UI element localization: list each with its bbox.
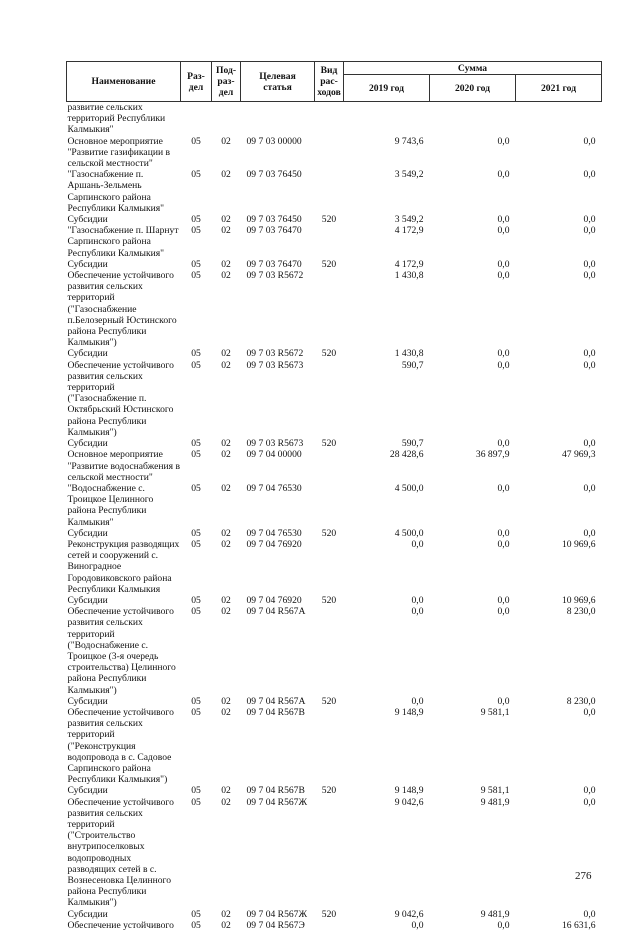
row-sum-2021: 0,0 xyxy=(516,169,602,214)
header-year-2019: 2019 год xyxy=(344,75,430,102)
table-row xyxy=(67,483,602,528)
row-podrazdel: 02 xyxy=(212,707,241,785)
row-sum-2020: 9 581,1 xyxy=(430,707,516,785)
row-sum-2020: 0,0 xyxy=(430,595,516,606)
table-row xyxy=(67,214,602,225)
row-razdel: 05 xyxy=(181,797,212,909)
row-target-item: 09 7 04 R567A xyxy=(241,606,315,696)
header-razdel: Раз- дел xyxy=(181,62,212,102)
row-sum-2020: 0,0 xyxy=(430,225,516,259)
row-name: Основное мероприятие "Развитие водоснабжения в сельской местности" xyxy=(67,449,181,483)
row-target-item: 09 7 04 76920 xyxy=(241,595,315,606)
table-row xyxy=(67,438,602,449)
row-sum-2021: 0,0 xyxy=(516,797,602,909)
row-expense-type: 520 xyxy=(315,785,344,796)
row-podrazdel: 02 xyxy=(212,225,241,259)
table-row xyxy=(67,360,602,438)
header-name: Наименование xyxy=(67,62,181,102)
row-razdel: 05 xyxy=(181,438,212,449)
table-row xyxy=(67,595,602,606)
row-sum-2021: 0,0 xyxy=(516,528,602,539)
row-sum-2020: 0,0 xyxy=(430,606,516,696)
table-row xyxy=(67,707,602,785)
row-expense-type xyxy=(315,920,344,931)
header-target-item: Целевая статья xyxy=(241,62,315,102)
row-expense-type xyxy=(315,797,344,909)
row-sum-2021 xyxy=(516,102,602,136)
table-row xyxy=(67,102,602,136)
row-razdel: 05 xyxy=(181,259,212,270)
page-number: 276 xyxy=(575,870,592,882)
row-target-item: 09 7 03 76450 xyxy=(241,214,315,225)
row-expense-type xyxy=(315,539,344,595)
row-sum-2020: 0,0 xyxy=(430,214,516,225)
row-expense-type xyxy=(315,360,344,438)
row-target-item: 09 7 04 R567A xyxy=(241,696,315,707)
header-sum: Сумма xyxy=(344,62,602,75)
row-target-item: 09 7 03 76450 xyxy=(241,169,315,214)
row-sum-2019: 1 430,8 xyxy=(344,270,430,348)
row-target-item: 09 7 04 R567Э xyxy=(241,920,315,931)
row-razdel: 05 xyxy=(181,136,212,170)
row-target-item: 09 7 04 76920 xyxy=(241,539,315,595)
row-expense-type xyxy=(315,449,344,483)
row-podrazdel: 02 xyxy=(212,595,241,606)
row-sum-2020 xyxy=(430,102,516,136)
row-sum-2019: 1 430,8 xyxy=(344,348,430,359)
row-expense-type: 520 xyxy=(315,696,344,707)
row-podrazdel: 02 xyxy=(212,348,241,359)
row-sum-2019: 4 172,9 xyxy=(344,259,430,270)
row-sum-2021: 0,0 xyxy=(516,707,602,785)
row-name: "Водоснабжение с. Троицкое Целинного района Республики Калмыкия" xyxy=(67,483,181,528)
row-sum-2020: 0,0 xyxy=(430,169,516,214)
row-podrazdel: 02 xyxy=(212,785,241,796)
row-expense-type xyxy=(315,102,344,136)
row-sum-2020: 36 897,9 xyxy=(430,449,516,483)
table-row xyxy=(67,348,602,359)
row-name: развитие сельских территорий Республики Калмыкия" xyxy=(67,102,181,136)
header-year-2021: 2021 год xyxy=(516,75,602,102)
row-razdel: 05 xyxy=(181,169,212,214)
row-sum-2021: 0,0 xyxy=(516,360,602,438)
row-sum-2019: 9 042,6 xyxy=(344,797,430,909)
row-target-item: 09 7 03 00000 xyxy=(241,136,315,170)
row-expense-type xyxy=(315,483,344,528)
table-row xyxy=(67,920,602,931)
row-expense-type: 520 xyxy=(315,348,344,359)
row-name: Обеспечение устойчивого развития сельских территорий ("Реконструкция водопровода в с. Садовое Сарпинского района Республики Калмыкия") xyxy=(67,707,181,785)
row-podrazdel: 02 xyxy=(212,539,241,595)
table-row xyxy=(67,606,602,696)
row-razdel: 05 xyxy=(181,449,212,483)
row-expense-type: 520 xyxy=(315,259,344,270)
row-sum-2019: 9 743,6 xyxy=(344,136,430,170)
row-name: Субсидии xyxy=(67,785,181,796)
table-body xyxy=(67,102,602,931)
row-podrazdel: 02 xyxy=(212,169,241,214)
row-sum-2019: 9 148,9 xyxy=(344,707,430,785)
row-sum-2019: 0,0 xyxy=(344,606,430,696)
row-sum-2020: 0,0 xyxy=(430,348,516,359)
row-expense-type xyxy=(315,169,344,214)
row-name: Основное мероприятие "Развитие газификации в сельской местности" xyxy=(67,136,181,170)
row-sum-2020: 0,0 xyxy=(430,539,516,595)
row-sum-2020: 0,0 xyxy=(430,696,516,707)
table-row xyxy=(67,797,602,909)
row-razdel: 05 xyxy=(181,920,212,931)
row-target-item: 09 7 03 76470 xyxy=(241,259,315,270)
row-razdel: 05 xyxy=(181,483,212,528)
table-row xyxy=(67,270,602,348)
row-sum-2021: 0,0 xyxy=(516,214,602,225)
table-row xyxy=(67,136,602,170)
row-razdel: 05 xyxy=(181,225,212,259)
row-podrazdel: 02 xyxy=(212,797,241,909)
row-sum-2020: 0,0 xyxy=(430,920,516,931)
row-target-item: 09 7 03 R5673 xyxy=(241,438,315,449)
row-razdel: 05 xyxy=(181,707,212,785)
row-razdel: 05 xyxy=(181,606,212,696)
row-sum-2021: 0,0 xyxy=(516,348,602,359)
row-name: Субсидии xyxy=(67,528,181,539)
row-expense-type: 520 xyxy=(315,909,344,920)
row-sum-2021: 0,0 xyxy=(516,225,602,259)
row-expense-type xyxy=(315,136,344,170)
row-sum-2021: 10 969,6 xyxy=(516,595,602,606)
row-sum-2021: 0,0 xyxy=(516,259,602,270)
row-name: Субсидии xyxy=(67,696,181,707)
row-podrazdel: 02 xyxy=(212,438,241,449)
row-sum-2021: 0,0 xyxy=(516,136,602,170)
row-sum-2020: 9 581,1 xyxy=(430,785,516,796)
row-expense-type: 520 xyxy=(315,595,344,606)
row-sum-2021: 0,0 xyxy=(516,438,602,449)
row-expense-type xyxy=(315,707,344,785)
row-razdel: 05 xyxy=(181,595,212,606)
row-target-item: 09 7 04 R567B xyxy=(241,785,315,796)
row-target-item: 09 7 04 76530 xyxy=(241,528,315,539)
row-target-item: 09 7 04 R567Ж xyxy=(241,909,315,920)
row-target-item: 09 7 04 76530 xyxy=(241,483,315,528)
row-sum-2020: 0,0 xyxy=(430,360,516,438)
row-razdel: 05 xyxy=(181,214,212,225)
row-sum-2019: 590,7 xyxy=(344,438,430,449)
row-podrazdel: 02 xyxy=(212,270,241,348)
row-sum-2019: 28 428,6 xyxy=(344,449,430,483)
row-razdel: 05 xyxy=(181,785,212,796)
row-target-item: 09 7 03 R5672 xyxy=(241,270,315,348)
row-sum-2019: 3 549,2 xyxy=(344,169,430,214)
table-row xyxy=(67,528,602,539)
row-name: Обеспечение устойчивого развития сельских территорий ("Газоснабжение п.Белозерный Юстинского района Республики Калмыкия") xyxy=(67,270,181,348)
row-sum-2021: 0,0 xyxy=(516,483,602,528)
row-name: Субсидии xyxy=(67,438,181,449)
row-sum-2019: 0,0 xyxy=(344,696,430,707)
table-row xyxy=(67,909,602,920)
row-target-item: 09 7 03 R5672 xyxy=(241,348,315,359)
row-sum-2021: 8 230,0 xyxy=(516,696,602,707)
row-expense-type xyxy=(315,225,344,259)
row-target-item: 09 7 04 00000 xyxy=(241,449,315,483)
row-razdel: 05 xyxy=(181,528,212,539)
row-target-item: 09 7 04 R567B xyxy=(241,707,315,785)
row-podrazdel: 02 xyxy=(212,136,241,170)
row-name: Реконструкция разводящих сетей и сооружений с. Виноградное Городовиковского района Республики Калмыкия xyxy=(67,539,181,595)
row-sum-2021: 0,0 xyxy=(516,785,602,796)
row-sum-2020: 9 481,9 xyxy=(430,797,516,909)
table-row xyxy=(67,225,602,259)
row-podrazdel: 02 xyxy=(212,449,241,483)
row-sum-2020: 0,0 xyxy=(430,136,516,170)
row-name: "Газоснабжение п. Шарнут Сарпинского района Республики Калмыкия" xyxy=(67,225,181,259)
row-name: Субсидии xyxy=(67,259,181,270)
row-podrazdel: 02 xyxy=(212,214,241,225)
row-podrazdel: 02 xyxy=(212,920,241,931)
row-razdel: 05 xyxy=(181,696,212,707)
row-name: Обеспечение устойчивого развития сельских территорий ("Строительство внутрипоселковых водопроводных разводящих сетей в с. Вознесеновка Целинного района Республики Калмыкия") xyxy=(67,797,181,909)
row-sum-2021: 0,0 xyxy=(516,909,602,920)
row-sum-2021: 47 969,3 xyxy=(516,449,602,483)
row-sum-2020: 0,0 xyxy=(430,270,516,348)
row-razdel: 05 xyxy=(181,909,212,920)
row-sum-2019: 3 549,2 xyxy=(344,214,430,225)
row-name: Субсидии xyxy=(67,595,181,606)
row-razdel: 05 xyxy=(181,270,212,348)
table-row xyxy=(67,785,602,796)
row-expense-type xyxy=(315,270,344,348)
row-sum-2019: 0,0 xyxy=(344,920,430,931)
row-sum-2020: 0,0 xyxy=(430,528,516,539)
header-year-2020: 2020 год xyxy=(430,75,516,102)
row-sum-2020: 9 481,9 xyxy=(430,909,516,920)
row-podrazdel: 02 xyxy=(212,483,241,528)
row-sum-2019: 0,0 xyxy=(344,595,430,606)
row-podrazdel: 02 xyxy=(212,696,241,707)
row-sum-2019: 4 500,0 xyxy=(344,528,430,539)
row-sum-2021: 8 230,0 xyxy=(516,606,602,696)
row-name: Обеспечение устойчивого развития сельских территорий ("Газоснабжение п. Октябрьский Юстинского района Республики Калмыкия") xyxy=(67,360,181,438)
row-target-item: 09 7 04 R567Ж xyxy=(241,797,315,909)
row-sum-2021: 0,0 xyxy=(516,270,602,348)
row-name: Субсидии xyxy=(67,348,181,359)
table-row xyxy=(67,449,602,483)
row-name: "Газоснабжение п. Аршань-Зельмень Сарпинского района Республики Калмыкия" xyxy=(67,169,181,214)
row-sum-2019: 4 172,9 xyxy=(344,225,430,259)
row-podrazdel: 02 xyxy=(212,606,241,696)
row-podrazdel: 02 xyxy=(212,259,241,270)
row-podrazdel: 02 xyxy=(212,360,241,438)
row-razdel: 05 xyxy=(181,539,212,595)
row-expense-type xyxy=(315,606,344,696)
row-name: Субсидии xyxy=(67,909,181,920)
row-sum-2020: 0,0 xyxy=(430,259,516,270)
row-sum-2020: 0,0 xyxy=(430,438,516,449)
budget-table-container xyxy=(66,61,601,931)
row-sum-2019: 9 042,6 xyxy=(344,909,430,920)
row-sum-2021: 10 969,6 xyxy=(516,539,602,595)
row-target-item xyxy=(241,102,315,136)
row-podrazdel xyxy=(212,102,241,136)
row-sum-2019: 9 148,9 xyxy=(344,785,430,796)
row-name: Обеспечение устойчивого xyxy=(67,920,181,931)
row-razdel: 05 xyxy=(181,360,212,438)
header-podrazdel: Под- раз- дел xyxy=(212,62,241,102)
budget-table xyxy=(66,61,602,931)
row-expense-type: 520 xyxy=(315,528,344,539)
row-sum-2019: 4 500,0 xyxy=(344,483,430,528)
row-name: Обеспечение устойчивого развития сельских территорий ("Водоснабжение с. Троицкое (3-я очередь строительства) Целинного района Республики Калмыкия") xyxy=(67,606,181,696)
row-podrazdel: 02 xyxy=(212,909,241,920)
table-row xyxy=(67,696,602,707)
table-row xyxy=(67,539,602,595)
row-sum-2021: 16 631,6 xyxy=(516,920,602,931)
row-expense-type: 520 xyxy=(315,438,344,449)
row-sum-2019: 590,7 xyxy=(344,360,430,438)
row-razdel xyxy=(181,102,212,136)
row-target-item: 09 7 03 R5673 xyxy=(241,360,315,438)
row-razdel: 05 xyxy=(181,348,212,359)
row-podrazdel: 02 xyxy=(212,528,241,539)
table-row xyxy=(67,259,602,270)
row-sum-2019 xyxy=(344,102,430,136)
row-name: Субсидии xyxy=(67,214,181,225)
row-expense-type: 520 xyxy=(315,214,344,225)
row-sum-2020: 0,0 xyxy=(430,483,516,528)
header-expense-type: Вид рас- ходов xyxy=(315,62,344,102)
row-sum-2019: 0,0 xyxy=(344,539,430,595)
row-target-item: 09 7 03 76470 xyxy=(241,225,315,259)
table-row xyxy=(67,169,602,214)
